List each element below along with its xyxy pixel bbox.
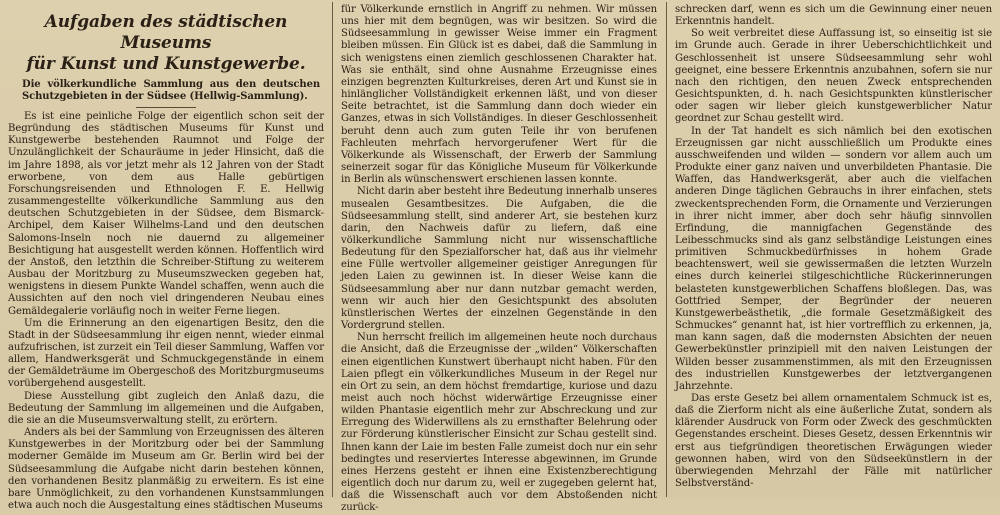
article-title-line-2: für Kunst und Kunstgewerbe. [26,54,306,74]
paragraph: Um die Erinnerung an den eigenartigen Besitz, den die Stadt in der Südseesammlung ihr eigen nennt, wieder einmal aufzufrischen, ist zurzeit ein Teil dieser Sammlung, Waffen vor allem, Handwerksgerät und Schmuckgegenstände in einem der Gemäldeträume im Obergeschoß des Moritzburgmuseums vorübergehend ausgestellt. [8,317,324,390]
column-3 [675,4,992,497]
paragraph: So weit verbreitet diese Auffassung ist, so einseitig ist sie im Grunde auch. Gerade in ihrer Ueberschichtlichkeit und Geschlossenheit ist unsere Südseesammlung sehr wohl geeignet, eine bessere Erkenntnis anzubahnen, sofern sie nur nach den richtigen, den neuen Zweck entsprechenden Gesichtspunkten, d. h. nach Gesichtspunkten künstlerischer oder sagen wir lieber gleich kunstgewerblicher Natur geordnet zur Schau gestellt wird. [675,28,992,125]
paragraph: für Völkerkunde ernstlich in Angriff zu nehmen. Wir müssen uns hier mit dem begnügen, was wir besitzen. So wird die Südseesammlung in gewisser Weise immer ein Fragment bleiben müssen. Ein Glück ist es dabei, daß die Sammlung in sich wenigstens einen ziemlich geschlossenen Charakter hat. Was sie enthält, sind ohne Ausnahme Erzeugnisse eines einzigen begrenzten Kulturkreises, deren Art und Kunst sie in hinlänglicher Vollständigkeit erkennen läßt, und von dieser Seite betrachtet, ist die Sammlung dann doch wieder ein Ganzes, etwas in sich Vollständiges. In dieser Geschlossenheit beruht denn auch zum guten Teile ihr von berufenen Fachleuten mehrfach hervorgerufener Wert für die Völkerkunde als Wissenschaft, der Erwerb der Sammlung seinerzeit sogar für das Königliche Museum für Völkerkunde in Berlin als wünschenswert erschienen lassen konnte. [341,4,657,186]
paragraph: Das erste Gesetz bei allem ornamentalem Schmuck ist es, daß die Zierform nicht als eine äußerliche Zutat, sondern als klärender Ausdruck von Form oder Zweck des geschmückten Gegenstandes erscheint. Dieses Gesetz, dessen Erkenntnis wir erst aus tiefgründigen theoretischen Erwägungen wieder gewonnen haben, wird von den Südseekünstlern in der überwiegenden Mehrzahl der Fälle mit natürlicher Selbstverständ- [675,393,992,490]
article-title [8,12,324,75]
article-title-line-1: Aufgaben des städtischen Museums [44,12,288,53]
paragraph: Diese Ausstellung gibt zugleich den Anlaß dazu, die Bedeutung der Sammlung im allgemeinen und die Aufgaben, die sie an die Museumsverwaltung stellt, zu erörtern. [8,390,324,426]
column-1 [8,4,324,511]
paragraph: Anders als bei der Sammlung von Erzeugnissen des älteren Kunstgewerbes in der Moritzburg oder bei der Sammlung moderner Gemälde im Museum am Gr. Berlin wird bei der Südseesammlung die Aufgabe nicht darin bestehen können, den vorhandenen Besitz planmäßig zu erweitern. Es ist eine bare Unmöglichkeit, zu den vorhandenen Kunstsammlungen etwa auch noch die Ausgestaltung eines städtischen Museums [8,427,324,511]
column-rule-right [666,2,667,497]
paragraph: In der Tat handelt es sich nämlich bei den exotischen Erzeugnissen gar nicht ausschließlich um Produkte eines ausschweifenden und wilden — sondern vor allem auch um Produkte einer ganz naiven und unverbildeten Phantasie. Die Waffen, das Handwerksgerät, aber auch die vielfachen anderen Dinge täglichen Gebrauchs in ihrer einfachen, stets zweckentsprechenden Form, die Ornamente und Verzierungen in ihrer nicht immer, aber doch sehr häufig sinnvollen Erfindung, die mannigfachen Gegenstände des Leibesschmucks sind als ganz selbständige Leistungen eines primitiven Schmuckbedürfnisses in hohem Grade beachtenswert, weil sie gewissermaßen die letzten Wurzeln eines durch keinerlei stilgeschichtliche Rückerinnerungen belasteten kunstgewerblichen Schaffens bloßlegen. Das, was Gottfried Semper, der Begründer der neueren Kunstgewerbeästhetik, „die formale Gesetzmäßigkeit des Schmuckes“ genannt hat, ist hier vortrefflich zu erkennen, ja, man kann sagen, daß die modernsten Absichten der neuen Gewerbekünstler prinzipiell mit den naiven Leistungen der Wilden besser zusammenstimmen, als mit den Erzeugnissen des industriellen Kunstgewerbes der letztvergangenen Jahrzehnte. [675,125,992,392]
column-2 [341,4,657,514]
paragraph: schrecken darf, wenn es sich um die Gewinnung einer neuen Erkenntnis handelt. [675,4,992,28]
paragraph: Nun herrscht freilich im allgemeinen heute noch durchaus die Ansicht, daß die Erzeugnisse der „wilden“ Völkerschaften einen eigentlichen Kunstwert überhaupt nicht haben. Für den Laien pflegt ein völkerkundliches Museum in der Regel nur ein Ort zu sein, an dem höchst fremdartige, kuriose und dazu meist auch noch höchst widerwärtige Erzeugnisse einer wilden Phantasie eigentlich mehr zur Abschreckung und zur Erregung des Widerwillens als zu ernsthafter Belehrung oder zur Förderung künstlerischer Einsicht zur Schau gestellt sind. Ihnen kann der Laie im besten Falle zumeist doch nur ein sehr bedingtes und reserviertes Interesse abgewinnen, im Grunde eines Herzens gesteht er ihnen eine Existenzberechtigung eigentlich doch nur darum zu, weil er zugegeben gelernt hat, daß die Wissenschaft auch vor dem Abstoßenden nicht zurück- [341,332,657,514]
paragraph: Es ist eine peinliche Folge der eigentlich schon seit der Begründung des städtischen Museums für Kunst und Kunstgewerbe bestehenden Raumnot und Folge der Unzulänglichkeit der Schauräume in jeder Hinsicht, daß die im Jahre 1898, als vor jetzt mehr als 12 Jahren von der Stadt erworbene, von dem aus Halle gebürtigen Forschungsreisenden und Ethnologen F. E. Hellwig zusammengestellte völkerkundliche Sammlung aus den deutschen Schutzgebieten in der Südsee, dem Bismarck-Archipel, dem Kaiser Wilhelms-Land und den deutschen Salomons-Inseln noch nie dauernd zu allgemeiner Besichtigung hat ausgestellt werden können. Hoffentlich wird der Anstoß, den letzthin die Schreiber-Stiftung zu weiterem Ausbau der Moritzburg zu Museumszwecken gegeben hat, wenigstens in diesem Punkte Wandel schaffen, wenn auch die Aussichten auf den noch viel dringenderen Neubau eines Gemäldegalerie vorläufig noch in weiter Ferne liegen. [8,111,324,317]
article-subtitle: Die völkerkundliche Sammlung aus den deutschen Schutzgebieten in der Südsee (Hellwig-Sammlung). [22,79,320,102]
paragraph: Nicht darin aber besteht ihre Bedeutung innerhalb unseres musealen Gesamtbesitzes. Die Aufgaben, die die Südseesammlung stellt, sind anderer Art, sie bestehen kurz darin, den Nachweis dafür zu liefern, daß eine völkerkundliche Sammlung nicht nur wissenschaftliche Bedeutung für den Spezialforscher hat, daß aus ihr vielmehr eine Fülle wertvoller allgemeiner geistiger Anregungen für jeden Laien zu gewinnen ist. In dieser Weise kann die Südseesammlung aber nur dann nutzbar gemacht werden, wenn wir auch hier den Gesichtspunkt des absoluten künstlerischen Wertes der einzelnen Gegenstände in den Vordergrund stellen. [341,186,657,332]
column-rule-left [332,2,333,497]
title-separator [136,107,196,108]
